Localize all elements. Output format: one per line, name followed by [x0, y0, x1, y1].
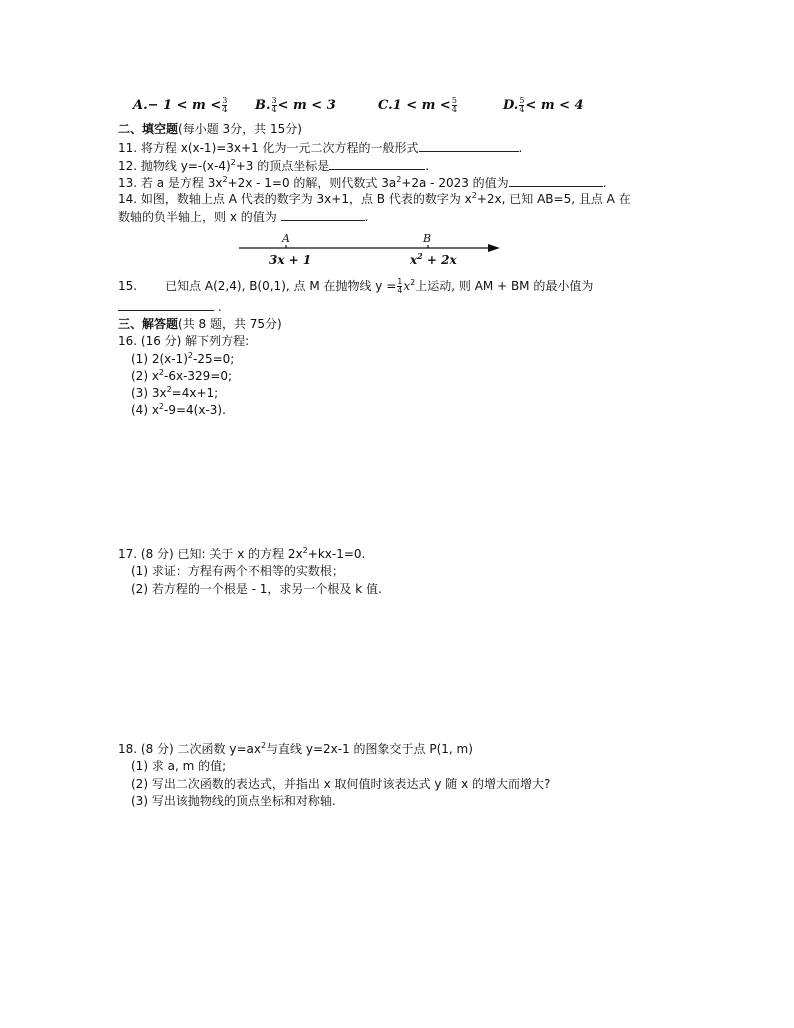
question-16-item-1: (1) $2(x-1)^2-25=0$; — [131, 351, 235, 366]
question-17-item-2: (2) 若方程的一个根是 - 1，求另一个根及 k 值. — [131, 582, 382, 596]
fraction: $\frac{1}{4}$ — [397, 277, 403, 295]
choice-d: D. $\frac{5}{4}$ < m < 4 — [503, 96, 584, 114]
choice-b: B. $\frac{3}{4}$ < m < 3 — [255, 96, 336, 114]
section-2-heading: 二、填空题(每小题 3分，共 15分) — [118, 122, 302, 136]
section-3-heading: 三、解答题(共 8 题，共 75分) — [118, 317, 282, 331]
question-13: 13. 若 a 是方程 $3x^2+2x - 1=0$ 的解，则代数式 $3a^2+2a - 2023$ 的值为 . — [118, 175, 607, 190]
answer-blank[interactable] — [281, 208, 365, 221]
point-a-label: A — [282, 232, 290, 245]
question-16-item-4: (4) $x^2-9=4(x-3)$. — [131, 402, 226, 417]
question-18-title: 18. (8 分) 二次函数 $y=ax^2$与直线 y=2x-1 的图象交于点 P(1, m) — [118, 741, 473, 756]
question-16-item-2: (2) $x^2-6x-329=0$; — [131, 368, 233, 383]
question-18-item-2: (2) 写出二次函数的表达式，并指出 x 取何值时该表达式 y 随 x 的增大而增大? — [131, 777, 551, 791]
choice-c: C.1 < m < $\frac{5}{4}$ — [378, 96, 457, 114]
fraction: $\frac{3}{4}$ — [271, 96, 277, 114]
fraction: $\frac{5}{4}$ — [451, 96, 457, 114]
question-11: 11. 将方程 x(x-1)=3x+1 化为一元二次方程的一般形式 . — [118, 141, 523, 155]
answer-blank[interactable] — [419, 139, 519, 152]
choice-a: A.− 1 < m < $\frac{3}{4}$ — [133, 96, 228, 114]
question-12: 12. 抛物线 $y=-(x-4)^2+3$ 的顶点坐标是 . — [118, 158, 430, 173]
fraction: $\frac{3}{4}$ — [222, 96, 228, 114]
point-b-value: $x^2 + 2x$ — [410, 251, 457, 267]
answer-blank[interactable] — [509, 174, 603, 187]
question-18-item-3: (3) 写出该抛物线的顶点坐标和对称轴. — [131, 794, 336, 808]
question-17-item-1: (1) 求证：方程有两个不相等的实数根； — [131, 564, 344, 578]
answer-blank[interactable] — [118, 298, 214, 311]
answer-blank[interactable] — [329, 157, 425, 170]
question-14-line2: 数轴的负半轴上，则 x 的值为 . — [118, 210, 369, 224]
question-17-title: 17. (8 分) 已知: 关于 x 的方程 $2x^2+kx-1=0$. — [118, 546, 366, 561]
question-14-line1: 14. 如图，数轴上点 A 代表的数字为 3x+1，点 B 代表的数字为 $x^2+2x$, 已知 AB=5, 且点 A 在 — [118, 191, 631, 206]
question-18-item-1: (1) 求 a, m 的值; — [131, 759, 227, 773]
arrow-head — [488, 244, 500, 252]
question-15-answer-line: . — [118, 298, 222, 315]
question-16-item-3: (3) $3x^2=4x+1$; — [131, 385, 219, 400]
question-15: 15. 已知点 A(2,4), B(0,1), 点 M 在抛物线 y = $\frac{1}{4}$ $x^2$上运动, 则 AM + BM 的最小值为 — [118, 277, 594, 295]
point-b-label: B — [423, 232, 432, 245]
fraction: $\frac{5}{4}$ — [519, 96, 525, 114]
question-16-title: 16. (16 分) 解下列方程: — [118, 334, 250, 348]
point-a-value: 3x + 1 — [269, 253, 312, 267]
